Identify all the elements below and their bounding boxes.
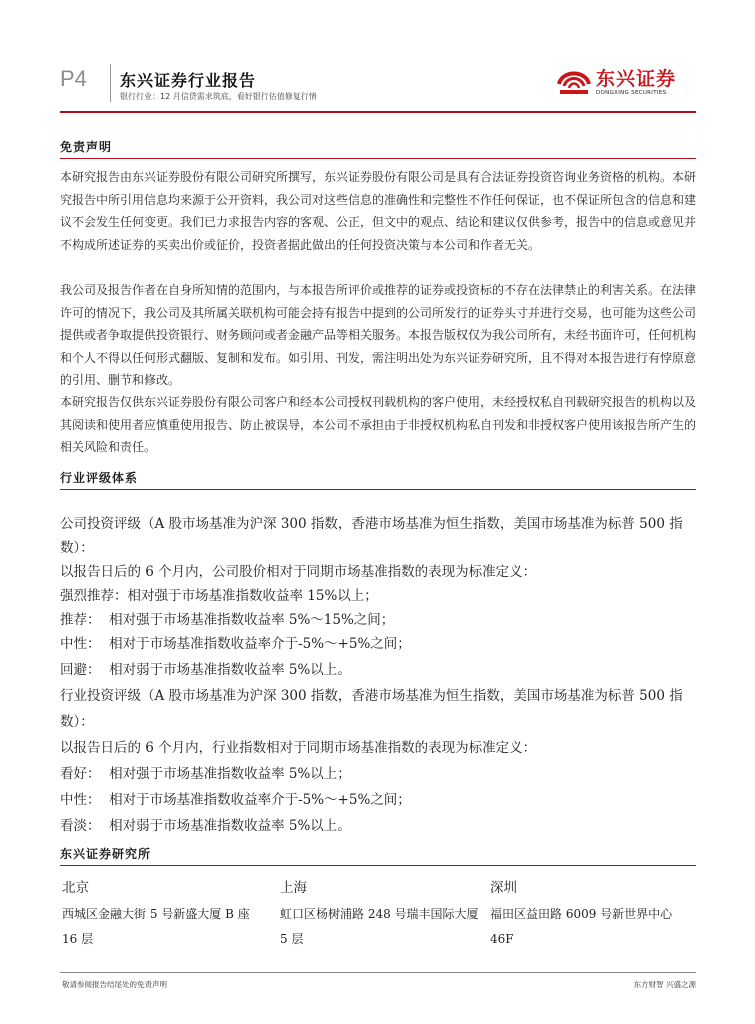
office-address: 西城区金融大街 5 号新盛大厦 B 座 16 层 (62, 907, 250, 946)
page-header (60, 58, 696, 108)
company-rating-intro: 公司投资评级（A 股市场基准为沪深 300 指数，香港市场基准为恒生指数，美国市场基准为标普 500 指 (60, 516, 683, 532)
industry-rating-intro: 数）： (60, 714, 94, 730)
office-address: 虹口区杨树浦路 248 号瑞丰国际大厦 5 层 (280, 907, 479, 946)
header-rule (60, 111, 696, 113)
office-city: 北京 (62, 880, 89, 896)
rating-section-title (60, 467, 696, 490)
office-city: 深圳 (490, 880, 517, 896)
disclaimer-title: 免责声明 (60, 140, 113, 154)
institute-section-title (60, 843, 696, 866)
company-rating-item: 中性： 相对于市场基准指数收益率介于-5%～+5%之间； (60, 636, 411, 652)
header-divider (110, 64, 111, 102)
company-rating-item: 推荐： 相对强于市场基准指数收益率 5%～15%之间； (60, 612, 395, 628)
footer-rule (60, 972, 696, 973)
logo-subtext: DONGXING SECURITIES (596, 90, 667, 96)
institute-title: 东兴证券研究所 (60, 847, 152, 861)
footer-disclaimer-note: 敬请参阅报告结尾处的免责声明 (62, 980, 167, 989)
page-number: P4 (60, 66, 87, 91)
disclaimer-paragraph: 本研究报告仅供东兴证券股份有限公司客户和经本公司授权刊载机构的客户使用，未经授权私自刊载研究报告的机构以及其阅读和使用者应慎重使用报告、防止被误导，本公司不承担由于非授权机构私自刊发和非授权客户使用该报告所产生的相关风险和责任。 (60, 395, 697, 454)
logo-mark-icon (556, 64, 592, 98)
report-subtitle: 银行行业：12 月信贷需求筑底，看好银行估值修复行情 (120, 92, 317, 101)
rating-title: 行业评级体系 (60, 471, 139, 485)
industry-rating-item: 看好： 相对强于市场基准指数收益率 5%以上； (60, 766, 351, 782)
office-beijing (62, 877, 267, 952)
company-logo (556, 62, 696, 106)
report-title: 东兴证券行业报告 (120, 71, 257, 90)
disclaimer-paragraph: 本研究报告由东兴证券股份有限公司研究所撰写，东兴证券股份有限公司是具有合法证券投资咨询业务资格的机构。本研究报告中所引用信息均来源于公开资料，我公司对这些信息的准确性和完整性不作任何保证，也不保证所包含的信息和建议不会发生任何变更。我们已力求报告内容的客观、公正，但文中的观点、结论和建议仅供参考，报告中的信息或意见并不构成所述证券的买卖出价或征价，投资者据此做出的任何投资决策与本公司和作者无关。 (60, 170, 697, 252)
footer-slogan: 东方财智 兴盛之源 (633, 980, 696, 989)
disclaimer-section-title (60, 136, 696, 159)
office-city: 上海 (280, 880, 307, 896)
industry-rating-item: 看淡： 相对弱于市场基准指数收益率 5%以上。 (60, 818, 351, 834)
industry-rating-intro: 行业投资评级（A 股市场基准为沪深 300 指数，香港市场基准为恒生指数，美国市场基准为标普 500 指 (60, 688, 683, 704)
company-rating-definition: 以报告日后的 6 个月内，公司股价相对于同期市场基准指数的表现为标准定义： (60, 564, 537, 580)
company-rating-intro: 数）： (60, 540, 94, 556)
logo-text: 东兴证券 (596, 68, 677, 90)
office-shanghai (280, 877, 485, 952)
industry-rating-definition: 以报告日后的 6 个月内，行业指数相对于同期市场基准指数的表现为标准定义： (60, 740, 537, 756)
office-shenzhen (490, 877, 695, 952)
company-rating-item: 强烈推荐：相对强于市场基准指数收益率 15%以上； (60, 588, 378, 604)
disclaimer-paragraph: 我公司及报告作者在自身所知情的范围内，与本报告所评价或推荐的证券或投资标的不存在法律禁止的利害关系。在法律许可的情况下，我公司及其所属关联机构可能会持有报告中提到的公司所发行的证券头寸并进行交易，也可能为这些公司提供或者争取提供投资银行、财务顾问或者金融产品等相关服务。本报告版权仅为我公司所有，未经书面许可，任何机构和个人不得以任何形式翻版、复制和发布。如引用、刊发，需注明出处为东兴证券研究所，且不得对本报告进行有悖原意的引用、删节和修改。 (60, 283, 697, 387)
company-rating-item: 回避： 相对弱于市场基准指数收益率 5%以上。 (60, 662, 351, 678)
industry-rating-item: 中性： 相对于市场基准指数收益率介于-5%～+5%之间； (60, 792, 411, 808)
office-address: 福田区益田路 6009 号新世界中心 46F (490, 907, 673, 946)
